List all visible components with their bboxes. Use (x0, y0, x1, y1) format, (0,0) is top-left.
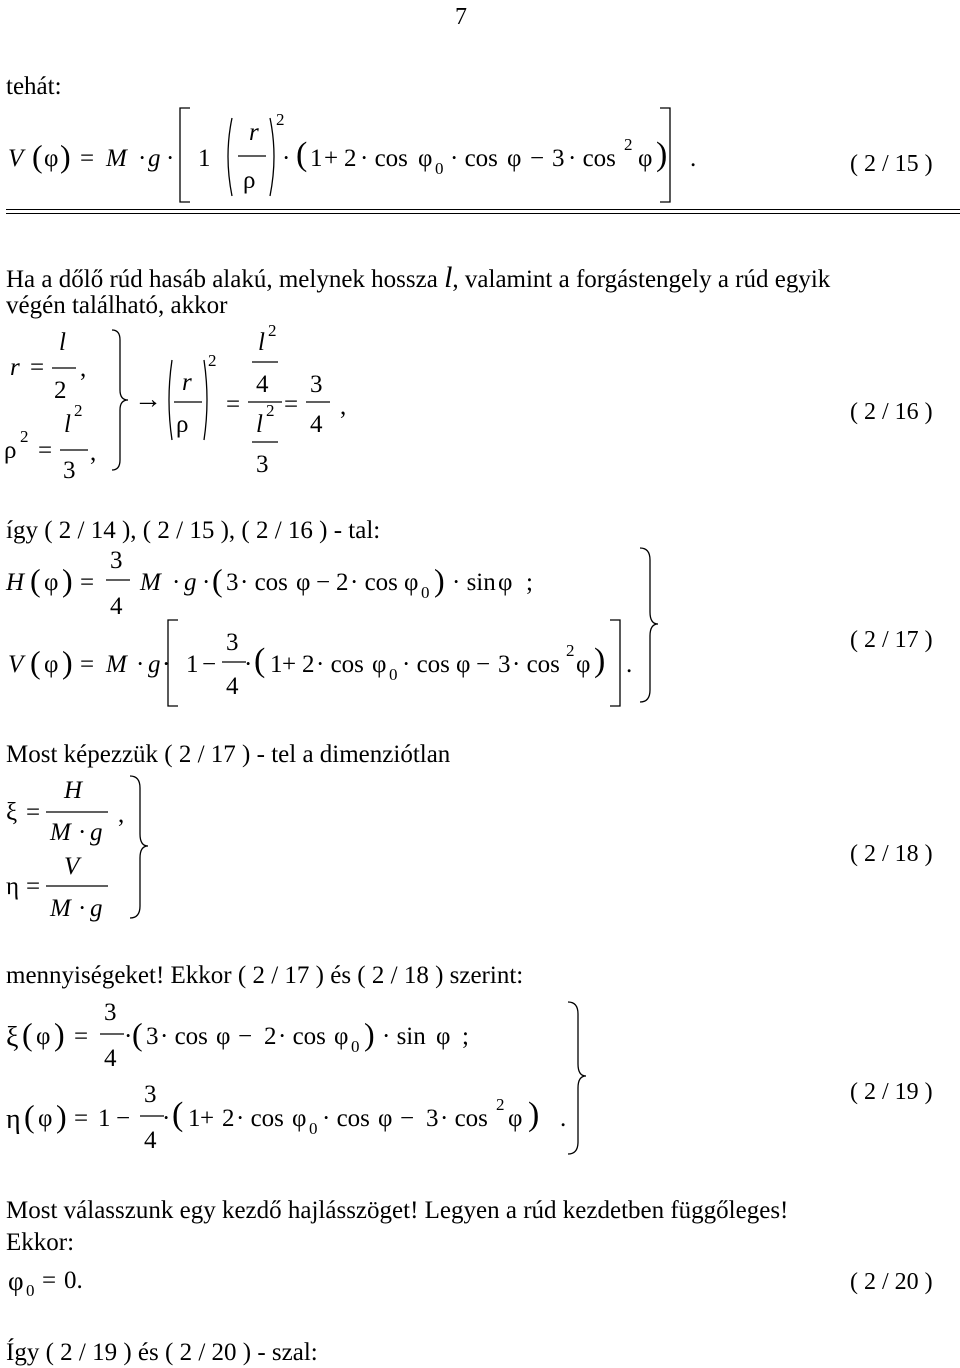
equals-sign: = (80, 569, 95, 596)
cos-term: · cos (512, 651, 560, 678)
number-three: 3 (498, 651, 511, 678)
equals-sign: = (38, 437, 53, 464)
cos-term: · cos (402, 651, 450, 678)
symbol-xi: ξ (6, 799, 18, 826)
symbol-phi: φ (296, 569, 311, 596)
sin-term: · sin (382, 1023, 426, 1050)
symbol-phi: φ (404, 569, 419, 596)
number-two: 2 (264, 1023, 277, 1050)
number-two: 2 (336, 569, 349, 596)
cos-term: · cos (278, 1023, 326, 1050)
brace-right (640, 548, 658, 702)
number-two: 2 (344, 145, 357, 172)
symbol-phi: φ (508, 1105, 523, 1132)
number-four: 4 (256, 371, 269, 398)
equation-number: ( 2 / 16 ) (850, 399, 933, 425)
symbol-h: H (6, 569, 25, 596)
number-four: 4 (310, 411, 323, 438)
dot-operator: · (166, 145, 175, 172)
dot-operator: · (244, 651, 253, 678)
equation-number: ( 2 / 19 ) (850, 1079, 933, 1105)
bracket-left (180, 108, 190, 202)
number-four: 4 (226, 673, 239, 700)
dot-operator: · (162, 1105, 171, 1132)
paren-right (204, 360, 207, 440)
equals-sign: = (26, 799, 41, 826)
number-one: 1 (270, 651, 283, 678)
symbol-v: V (64, 853, 80, 880)
symbol-h: H (64, 777, 83, 804)
comma: , (118, 801, 125, 828)
plus-sign: + (324, 145, 339, 172)
paren-close: ) (656, 136, 668, 173)
symbol-phi: φ (44, 145, 59, 172)
exponent-two: 2 (20, 427, 29, 446)
number-three: 3 (144, 1081, 157, 1108)
equation-number: ( 2 / 18 ) (850, 841, 933, 867)
exponent-two: 2 (266, 401, 275, 420)
symbol-phi: φ (638, 145, 653, 172)
number-two: 2 (222, 1105, 235, 1132)
cos-term: · cos (240, 569, 288, 596)
symbol-m: M (50, 819, 71, 846)
symbol-phi: φ (418, 145, 433, 172)
number-one: 1 (186, 651, 199, 678)
brace-right (568, 1002, 586, 1154)
symbol-xi: ξ (6, 1022, 19, 1053)
paragraph-text: Így ( 2 / 19 ) és ( 2 / 20 ) - szal: (6, 1339, 318, 1366)
arrow-icon: → (134, 384, 162, 415)
number-three: 3 (226, 569, 239, 596)
number-four: 4 (110, 593, 123, 620)
symbol-r: r (182, 369, 192, 396)
cos-term: · cos (322, 1105, 370, 1132)
cos-term: · cos (360, 145, 408, 172)
paren-close: ) (54, 1016, 65, 1052)
symbol-l: l (64, 411, 71, 438)
symbol-phi: φ (216, 1023, 231, 1050)
equals-sign: = (80, 145, 95, 172)
minus-sign: − (400, 1105, 415, 1132)
number-two: 2 (54, 377, 67, 404)
paren-open: ( (172, 1096, 184, 1133)
equals-sign: = (284, 391, 299, 418)
symbol-g: g (148, 145, 161, 172)
period: . (690, 145, 697, 172)
symbol-g: g (90, 819, 103, 846)
symbol-m: M (50, 895, 71, 922)
dot-operator: · (124, 1023, 133, 1050)
cos-term: · cos (568, 145, 616, 172)
symbol-phi: φ (36, 1023, 51, 1050)
exponent-two: 2 (268, 321, 277, 340)
symbol-phi: φ (38, 1105, 53, 1132)
cos-term: · cos (450, 145, 498, 172)
equals-sign: = (74, 1105, 89, 1132)
cos-term: · cos (350, 569, 398, 596)
symbol-eta: η (6, 1104, 21, 1135)
bracket-right (610, 620, 620, 706)
paren-close: ) (528, 1096, 540, 1133)
paren-close: ) (60, 138, 71, 174)
number-one: 1 (98, 1105, 111, 1132)
brace-right (112, 330, 128, 470)
page-number: 7 (455, 4, 467, 30)
dot-operator: · (162, 651, 171, 678)
number-three: 3 (146, 1023, 159, 1050)
exponent-two: 2 (74, 401, 83, 420)
symbol-rho: ρ (4, 437, 17, 464)
sin-term: · sin (452, 569, 496, 596)
comma: , (340, 393, 347, 420)
equation-number: ( 2 / 20 ) (850, 1269, 933, 1295)
subscript-zero: 0 (309, 1119, 318, 1138)
equation-number: ( 2 / 17 ) (850, 627, 933, 653)
number-one: 1 (198, 145, 211, 172)
period: . (560, 1105, 567, 1132)
symbol-g: g (148, 651, 161, 678)
paren-left (169, 360, 172, 440)
paragraph-text: Ha a dőlő rúd hasáb alakú, melynek hossza l, valamint a forgástengely a rúd egyik (6, 261, 831, 294)
number-one: 1 (188, 1105, 201, 1132)
paragraph-text: mennyiségeket! Ekkor ( 2 / 17 ) és ( 2 / 18 ) szerint: (6, 962, 524, 989)
paren-open: ( (212, 562, 223, 598)
paren-open: ( (30, 644, 41, 680)
symbol-phi: φ (378, 1105, 393, 1132)
cos-term: · cos (316, 651, 364, 678)
minus-sign: − (116, 1105, 131, 1132)
number-three: 3 (226, 629, 239, 656)
number-three: 3 (552, 145, 565, 172)
exponent-two: 2 (624, 135, 633, 154)
symbol-phi: φ (292, 1105, 307, 1132)
symbol-l: l (256, 411, 263, 438)
symbol-v: V (8, 651, 24, 678)
minus-sign: − (476, 651, 491, 678)
minus-sign: − (530, 145, 545, 172)
paren-open: ( (22, 1016, 33, 1052)
paren-close: ) (594, 642, 606, 679)
paren-right (270, 118, 274, 196)
comma: , (90, 439, 97, 466)
symbol-g: g (90, 895, 103, 922)
comma: , (80, 355, 87, 382)
paren-open: ( (296, 136, 308, 173)
symbol-l: l (258, 329, 265, 356)
paren-open: ( (24, 1098, 35, 1134)
symbol-phi: φ (456, 651, 471, 678)
dot-operator: · (282, 145, 291, 172)
subscript-zero: 0 (389, 665, 398, 684)
minus-sign: − (316, 569, 331, 596)
cos-term: · cos (236, 1105, 284, 1132)
dot-operator: · (172, 569, 181, 596)
symbol-eta: η (6, 873, 20, 900)
paren-open: ( (254, 642, 266, 679)
subscript-zero: 0 (435, 159, 444, 178)
minus-sign: − (238, 1023, 253, 1050)
exponent-two: 2 (208, 351, 217, 370)
symbol-l: l (59, 329, 66, 356)
symbol-phi: φ (576, 651, 591, 678)
number-four: 4 (104, 1045, 117, 1072)
paragraph-text: Ekkor: (6, 1229, 75, 1256)
paren-open: ( (32, 138, 43, 174)
symbol-m: M (106, 145, 127, 172)
bracket-right (660, 108, 670, 202)
cos-term: · cos (160, 1023, 208, 1050)
number-three: 3 (426, 1105, 439, 1132)
equals-sign: = (80, 651, 95, 678)
equals-sign: = (74, 1023, 89, 1050)
symbol-phi: φ (44, 569, 59, 596)
value-zero: 0. (64, 1267, 83, 1294)
symbol-phi: φ (44, 651, 59, 678)
symbol-phi: φ (372, 651, 387, 678)
dot-operator: · (78, 895, 87, 922)
paren-close: ) (434, 562, 445, 598)
brace-right (130, 776, 148, 918)
paren-open: ( (30, 562, 41, 598)
dot-operator: · (138, 145, 147, 172)
symbol-v: V (8, 145, 24, 172)
symbol-phi: φ (334, 1023, 349, 1050)
symbol-m: M (106, 651, 127, 678)
paren-close: ) (62, 562, 73, 598)
paren-close: ) (56, 1098, 67, 1134)
equals-sign: = (30, 354, 45, 381)
bracket-left (168, 620, 178, 706)
paragraph-text: Most képezzük ( 2 / 17 ) - tel a dimenziótlan (6, 741, 451, 768)
equals-sign: = (26, 873, 41, 900)
dot-operator: · (136, 651, 145, 678)
dot-operator: · (78, 819, 87, 846)
intro-text: tehát: (6, 73, 62, 100)
number-two: 2 (302, 651, 315, 678)
symbol-g: g (184, 569, 197, 596)
symbol-phi: φ (436, 1023, 451, 1050)
period: . (626, 651, 633, 678)
symbol-rho: ρ (243, 167, 256, 194)
paren-open: ( (132, 1016, 143, 1052)
exponent-two: 2 (566, 641, 575, 660)
plus-sign: + (282, 651, 297, 678)
minus-sign: − (202, 651, 217, 678)
equation-number: ( 2 / 15 ) (850, 151, 933, 177)
number-three: 3 (63, 457, 76, 484)
number-four: 4 (144, 1127, 157, 1154)
semicolon: ; (526, 569, 533, 596)
equals-sign: = (226, 391, 241, 418)
subscript-zero: 0 (351, 1037, 360, 1056)
number-three: 3 (310, 371, 323, 398)
symbol-phi: φ (8, 1266, 24, 1296)
semicolon: ; (462, 1023, 469, 1050)
paragraph-text: így ( 2 / 14 ), ( 2 / 15 ), ( 2 / 16 ) - tal: (6, 517, 381, 544)
equals-sign: = (42, 1267, 57, 1294)
exponent-two: 2 (496, 1095, 505, 1114)
symbol-r: r (10, 354, 20, 381)
symbol-phi: φ (498, 569, 513, 596)
exponent-two: 2 (276, 110, 285, 129)
plus-sign: + (200, 1105, 215, 1132)
paren-close: ) (62, 644, 73, 680)
paragraph-text: Most válasszunk egy kezdő hajlásszöget! Legyen a rúd kezdetben függőleges! (6, 1197, 789, 1224)
number-three: 3 (104, 999, 117, 1026)
symbol-phi: φ (507, 145, 522, 172)
cos-term: · cos (440, 1105, 488, 1132)
number-one: 1 (310, 145, 323, 172)
symbol-r: r (249, 119, 259, 146)
subscript-zero: 0 (421, 583, 430, 602)
paragraph-text: végén található, akkor (6, 292, 228, 319)
dot-operator: · (202, 569, 211, 596)
symbol-m: M (140, 569, 161, 596)
subscript-zero: 0 (26, 1281, 35, 1300)
paren-left (228, 118, 232, 196)
number-three: 3 (256, 451, 269, 478)
symbol-rho: ρ (176, 411, 189, 438)
paren-close: ) (364, 1016, 375, 1052)
number-three: 3 (110, 547, 123, 574)
